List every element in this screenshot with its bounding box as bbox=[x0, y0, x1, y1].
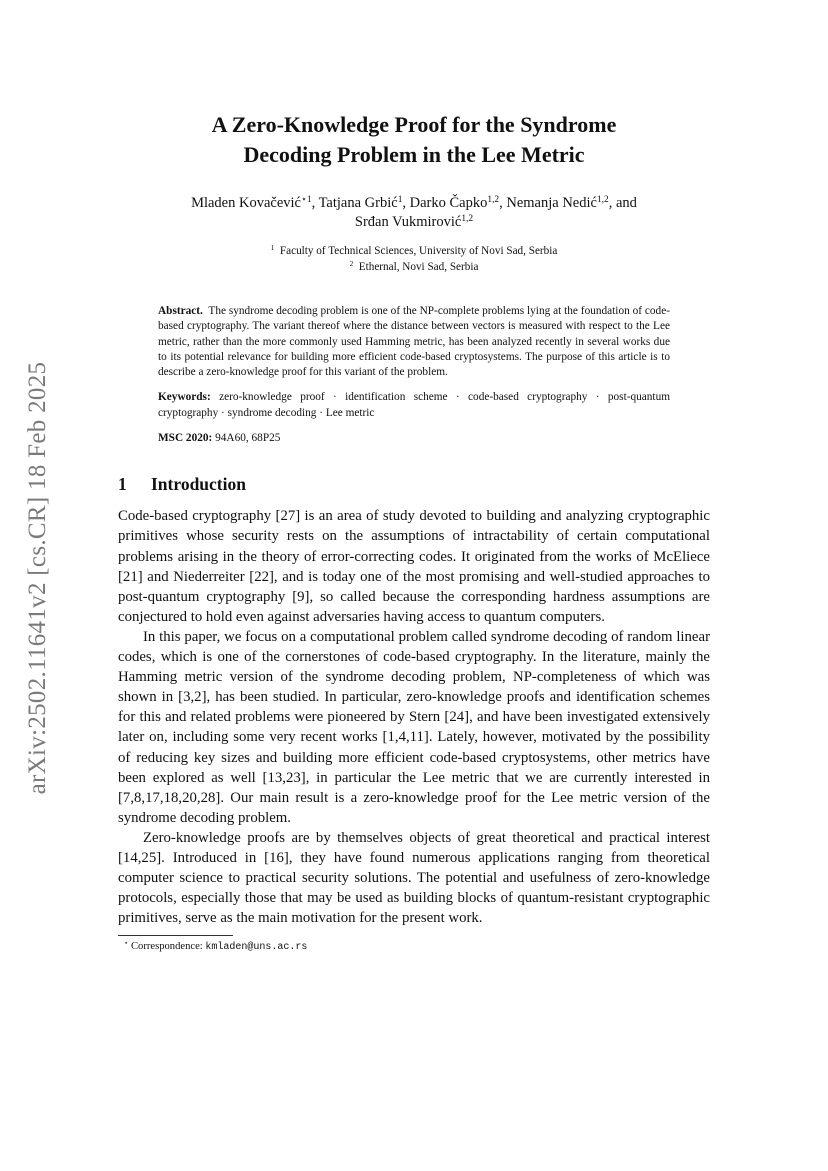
title-line-2: Decoding Problem in the Lee Metric bbox=[243, 142, 585, 167]
footnote bbox=[118, 940, 710, 955]
abstract bbox=[158, 304, 670, 380]
paper-title bbox=[179, 110, 649, 170]
keywords bbox=[158, 390, 670, 421]
author: Srđan Vukmirović$^{1,2}$ bbox=[354, 213, 474, 230]
author: Mladen Kovačević$^{⋆1}$, bbox=[191, 194, 319, 211]
msc-classification bbox=[158, 431, 670, 446]
msc-text: 94A60, 68P25 bbox=[215, 432, 281, 445]
arxiv-identifier-stamp bbox=[0, 0, 60, 1171]
paragraph: In this paper, we focus on a computational problem called syndrome decoding of random linear codes, which is one of the cornerstones of code-based cryptography. In the literature, mainly the Hamming metric version of the syndrome decoding problem, NP-completeness of which was shown in [3,2], has been studied. In particular, zero-knowledge proofs and identification schemes for this and related problems were pioneered by Stern [24], and have been investigated extensively later on, including some very recent works [1,4,11]. Lately, however, motivated by the possibility of reducing key sizes and building more efficient code-based cryptosystems, other metrics have been explored as well [13,23], in particular the Lee metric that we are currently interested in [7,8,17,18,20,28]. Our main result is a zero-knowledge proof for the Lee metric version of the syndrome decoding problem. bbox=[118, 628, 710, 826]
section-title: Introduction bbox=[151, 474, 246, 495]
arxiv-stamp-text: arXiv:2502.11641v2 [cs.CR] 18 Feb 2025 bbox=[24, 361, 51, 795]
section-heading bbox=[118, 473, 710, 495]
footnote-mark: ⋆ bbox=[124, 940, 129, 948]
section-body bbox=[118, 506, 710, 928]
keywords-label: Keywords: bbox=[158, 391, 211, 404]
abstract-text: The syndrome decoding problem is one of the NP-complete problems lying at the foundation of code-based cryptography. The variant thereof where the distance between vectors is measured with respect to the Lee metric, rather than the more commonly used Hamming metric, has been analyzed recently in several works due to its potential relevance for building more efficient code-based cryptosystems. The purpose of this article is to describe a zero-knowledge proof for this variant of the problem. bbox=[158, 305, 670, 379]
title-line-1: A Zero-Knowledge Proof for the Syndrome bbox=[211, 112, 617, 137]
affiliation: $^1$ Faculty of Technical Sciences, University of Novi Sad, Serbia bbox=[270, 244, 558, 257]
author: Darko Čapko$^{1,2}$, bbox=[409, 194, 507, 211]
section-number: 1 bbox=[118, 474, 127, 495]
msc-label: MSC 2020: bbox=[158, 432, 213, 445]
author: Nemanja Nedić$^{1,2}$, and bbox=[506, 194, 637, 211]
footnote-label: Correspondence: bbox=[130, 941, 203, 953]
paragraph: Code-based cryptography [27] is an area of study devoted to building and analyzing cryptographic primitives whose security rests on the assumptions of intractability of certain computational problems arising in the theory of error-correcting codes. It originated from the works of McEliece [21] and Niederreiter [22], and is today one of the most promising and well-studied approaches to post-quantum cryptography [9], so called because the corresponding hardness assumptions are conjectured to hold even against adversaries having access to quantum computers. bbox=[118, 508, 710, 625]
author: Tatjana Grbić$^1$, bbox=[318, 194, 410, 211]
abstract-label: Abstract. bbox=[158, 305, 203, 317]
footnote-rule bbox=[118, 935, 233, 936]
paper-page bbox=[118, 110, 710, 955]
paragraph: Zero-knowledge proofs are by themselves objects of great theoretical and practical interest [14,25]. Introduced in [16], they have found numerous applications ranging from theoretical computer science to practical security solutions. The potential and usefulness of zero-knowledge protocols, especially those that may be used as building blocks of quantum-resistant cryptographic primitives, serve as the main motivation for the present work. bbox=[118, 829, 710, 927]
affiliation: $^2$ Ethernal, Novi Sad, Serbia bbox=[349, 260, 479, 273]
keywords-text: zero-knowledge proof · identification scheme · code-based cryptography · post-quantum cryptography · syndrome decoding · Lee metric bbox=[158, 391, 670, 419]
correspondence-email[interactable]: kmladen@uns.ac.rs bbox=[205, 942, 308, 954]
abstract-block bbox=[158, 304, 670, 446]
affiliations bbox=[118, 243, 710, 275]
author-list bbox=[134, 194, 694, 232]
